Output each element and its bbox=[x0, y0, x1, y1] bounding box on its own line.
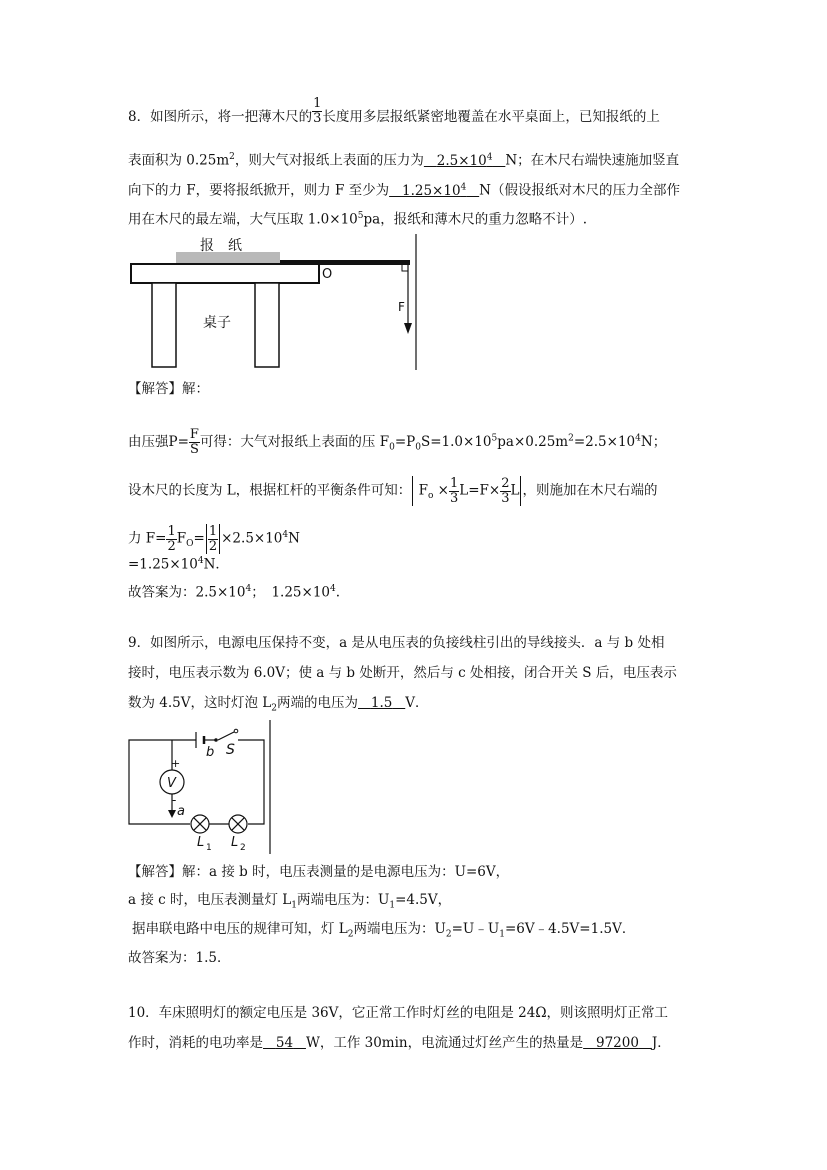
q9-line2: 接时，电压表示数为 6.0V；使 a 与 b 处断开，然后与 c 处相接，闭合开关 S 后，电压表示 bbox=[128, 665, 677, 681]
subscript: o bbox=[427, 491, 434, 502]
fraction-one-half bbox=[166, 525, 176, 554]
formula-bracket bbox=[412, 476, 413, 506]
fraction-denominator: 2 bbox=[167, 538, 176, 554]
fraction-numerator: 1 bbox=[167, 523, 176, 539]
answer-value: 2.5×10 bbox=[436, 152, 487, 169]
fraction-f-over-s bbox=[189, 428, 200, 457]
q9-solution-line1: 【解答】解：a 接 b 时，电压表测量的是电源电压为：U=6V， bbox=[128, 864, 510, 880]
superscript: 2 bbox=[229, 152, 235, 162]
force-label: F bbox=[398, 300, 405, 314]
answer-blank bbox=[263, 1035, 306, 1051]
sol-text: 由压强 bbox=[128, 434, 169, 450]
answer-blank bbox=[389, 183, 479, 199]
table-leg-left bbox=[152, 283, 176, 367]
table-label: 桌子 bbox=[203, 315, 231, 331]
formula-text: F bbox=[418, 482, 428, 499]
table-leg-right bbox=[255, 283, 279, 367]
sol-text: =2.5×10 bbox=[573, 434, 636, 450]
sol-text: N； bbox=[640, 434, 667, 450]
q8-line3 bbox=[128, 177, 680, 201]
sol-text: 据串联电路中电压的规律可知，灯 L bbox=[132, 921, 348, 937]
q9-line3 bbox=[128, 693, 429, 719]
pivot-label: O bbox=[322, 267, 333, 282]
sol-text: 力 F= bbox=[128, 530, 167, 547]
sol-text: a 接 c 时，电压表测量灯 L bbox=[128, 892, 292, 908]
answer-value: 1.25×10 bbox=[401, 182, 461, 199]
formula-bracket bbox=[206, 524, 207, 554]
superscript: 5 bbox=[491, 433, 498, 444]
q9-text: 两端的电压为 bbox=[277, 695, 359, 711]
fraction-denominator: 3 bbox=[501, 490, 510, 506]
sol-text: 两端电压为：U bbox=[353, 921, 446, 937]
answer-blank bbox=[358, 695, 405, 711]
fraction-numerator: 1 bbox=[208, 523, 218, 539]
sol-text: =U﹣U bbox=[451, 921, 500, 937]
formula-text: P= bbox=[168, 434, 189, 450]
q8-text: 8．如图所示，将一把薄木尺的 bbox=[128, 109, 313, 125]
sol-text: ，则施加在木尺右端的 bbox=[522, 482, 658, 499]
q8-solution-line3 bbox=[128, 524, 300, 554]
switch-contact bbox=[234, 729, 238, 733]
label-l1-sub: 1 bbox=[206, 843, 212, 853]
superscript: 4 bbox=[460, 182, 467, 192]
formula-text: F bbox=[176, 530, 187, 547]
q9-text: V． bbox=[405, 695, 429, 711]
label-s: S bbox=[226, 742, 235, 758]
q9-line1: 9．如图所示，电源电压保持不变，a 是从电压表的负接线柱引出的导线接头．a 与 b 处相 bbox=[128, 635, 665, 651]
q10-text: W，工作 30min，电流通过灯丝产生的热量是 bbox=[305, 1035, 584, 1051]
table-top bbox=[131, 264, 319, 283]
subscript: 1 bbox=[291, 900, 297, 911]
sol-text: ×2.5×10 bbox=[221, 530, 283, 547]
wire-right bbox=[238, 740, 264, 824]
q8-text: 用在木尺的最左端，大气压取 1.0×10 bbox=[128, 211, 358, 228]
subscript: 1 bbox=[499, 929, 505, 940]
lead-a-arrow bbox=[168, 810, 176, 818]
q8-solution-line2 bbox=[128, 476, 657, 506]
subscript: 2 bbox=[347, 929, 354, 940]
switch-pivot bbox=[214, 738, 218, 742]
q10-text: 作时，消耗的电功率是 bbox=[128, 1035, 263, 1051]
answer-value: 97200 bbox=[595, 1035, 639, 1051]
sol-text: 设木尺的长度为 L，根据杠杆的平衡条件可知： bbox=[128, 482, 412, 499]
q8-text: 长度用多层报纸紧密地覆盖在水平桌面上，已知报纸的上 bbox=[322, 109, 660, 125]
fraction-one-half bbox=[208, 525, 218, 554]
q9-text: 数为 4.5V，这时灯泡 L bbox=[128, 695, 272, 711]
fraction-numerator: 2 bbox=[501, 475, 510, 491]
fraction-two-thirds bbox=[500, 477, 510, 506]
q10-line2 bbox=[128, 1033, 671, 1053]
label-l1: L bbox=[197, 835, 205, 850]
sol-text: N． bbox=[203, 556, 229, 573]
sol-text: N bbox=[288, 530, 300, 547]
answer-value: 1.5 bbox=[370, 695, 393, 711]
sol-text: S=1.0×10 bbox=[420, 434, 492, 450]
superscript: 4 bbox=[282, 530, 289, 540]
fraction-numerator: 1 bbox=[449, 475, 459, 491]
label-plus: + bbox=[171, 757, 181, 770]
label-v: V bbox=[167, 776, 176, 791]
q8-text: N（假设报纸对木尺的压力全部作 bbox=[479, 182, 680, 199]
fraction-numerator: 1 bbox=[313, 96, 322, 111]
sol-text: 两端电压为：U bbox=[296, 892, 390, 908]
subscript: 1 bbox=[389, 900, 396, 911]
q9-solution-line3 bbox=[132, 919, 635, 945]
superscript: 4 bbox=[635, 433, 641, 444]
sol-text: =4.5V， bbox=[395, 892, 452, 908]
q8-answer-line bbox=[128, 579, 340, 603]
sol-text: 故答案为：2.5×10 bbox=[128, 584, 246, 601]
label-minus: - bbox=[172, 793, 177, 807]
sol-text: . bbox=[335, 584, 341, 601]
formula-text: × bbox=[437, 482, 449, 499]
sol-text: ； 1.25×10 bbox=[251, 584, 331, 601]
superscript: 4 bbox=[330, 584, 336, 594]
formula-text: L bbox=[510, 482, 520, 499]
label-b: b bbox=[206, 745, 215, 760]
q9-answer-line: 故答案为：1.5． bbox=[128, 950, 231, 966]
q8-text: 向下的力 F，要将报纸掀开，则力 F 至少为 bbox=[128, 182, 390, 199]
circuit-figure bbox=[124, 718, 274, 856]
q8-solution-line4 bbox=[128, 551, 229, 575]
q8-line1 bbox=[128, 96, 660, 127]
ruler bbox=[280, 260, 410, 265]
subscript: 2 bbox=[445, 929, 452, 940]
superscript: 4 bbox=[486, 152, 493, 162]
fraction-denominator: S bbox=[189, 442, 199, 457]
label-l2-sub: 2 bbox=[240, 843, 246, 853]
q9-solution-line2 bbox=[128, 890, 451, 916]
subscript: 2 bbox=[271, 703, 278, 714]
fraction-denominator: 3 bbox=[449, 490, 459, 506]
answer-value: 54 bbox=[275, 1035, 294, 1051]
formula-bracket bbox=[219, 524, 220, 554]
fraction-denominator: 2 bbox=[208, 538, 218, 554]
table-ruler-figure bbox=[128, 230, 428, 372]
fraction-one-third bbox=[312, 97, 322, 126]
switch-blade bbox=[218, 731, 236, 740]
q8-text: ，则大气对报纸上表面的压力为 bbox=[234, 152, 424, 169]
fraction-denominator: 3 bbox=[313, 111, 322, 126]
answer-blank bbox=[583, 1035, 652, 1051]
right-angle-mark bbox=[402, 265, 408, 271]
label-a: a bbox=[177, 804, 185, 819]
sol-text: pa×0.25m bbox=[497, 434, 569, 450]
answer-blank bbox=[424, 153, 505, 169]
sol-text: =6V﹣4.5V=1.5V． bbox=[504, 921, 636, 937]
subscript: O bbox=[186, 539, 194, 550]
formula-text: = bbox=[193, 530, 205, 547]
superscript: 2 bbox=[568, 433, 574, 444]
sol-text: 可得：大气对报纸上表面的压 F bbox=[199, 434, 390, 450]
q10-line1: 10．车床照明灯的额定电压是 36V，它正常工作时灯丝的电阻是 24Ω，则该照明灯正常工 bbox=[128, 1005, 669, 1021]
sol-text: =1.25×10 bbox=[128, 556, 198, 573]
solution-heading: 【解答】解： bbox=[128, 381, 209, 397]
force-arrow-head bbox=[404, 323, 412, 334]
q10-text: J． bbox=[651, 1035, 671, 1051]
sol-text: =P bbox=[394, 434, 416, 450]
label-l2: L bbox=[231, 835, 239, 850]
superscript: 5 bbox=[357, 211, 364, 221]
q8-line2 bbox=[128, 147, 679, 171]
fraction-numerator: F bbox=[189, 427, 199, 442]
newspaper-label: 报 纸 bbox=[200, 238, 242, 254]
superscript: 4 bbox=[245, 584, 252, 594]
formula-text: L=F× bbox=[459, 482, 501, 499]
fraction-one-third bbox=[449, 477, 459, 506]
q8-solution-line1 bbox=[128, 428, 666, 458]
subscript: 0 bbox=[389, 442, 395, 453]
subscript: 0 bbox=[415, 442, 421, 453]
q8-text: pa，报纸和薄木尺的重力忽略不计）. bbox=[363, 211, 587, 228]
q8-text: 表面积为 0.25m bbox=[128, 152, 230, 169]
q8-line4 bbox=[128, 206, 587, 230]
superscript: 4 bbox=[197, 556, 204, 566]
q8-text: N；在木尺右端快速施加竖直 bbox=[505, 152, 680, 169]
